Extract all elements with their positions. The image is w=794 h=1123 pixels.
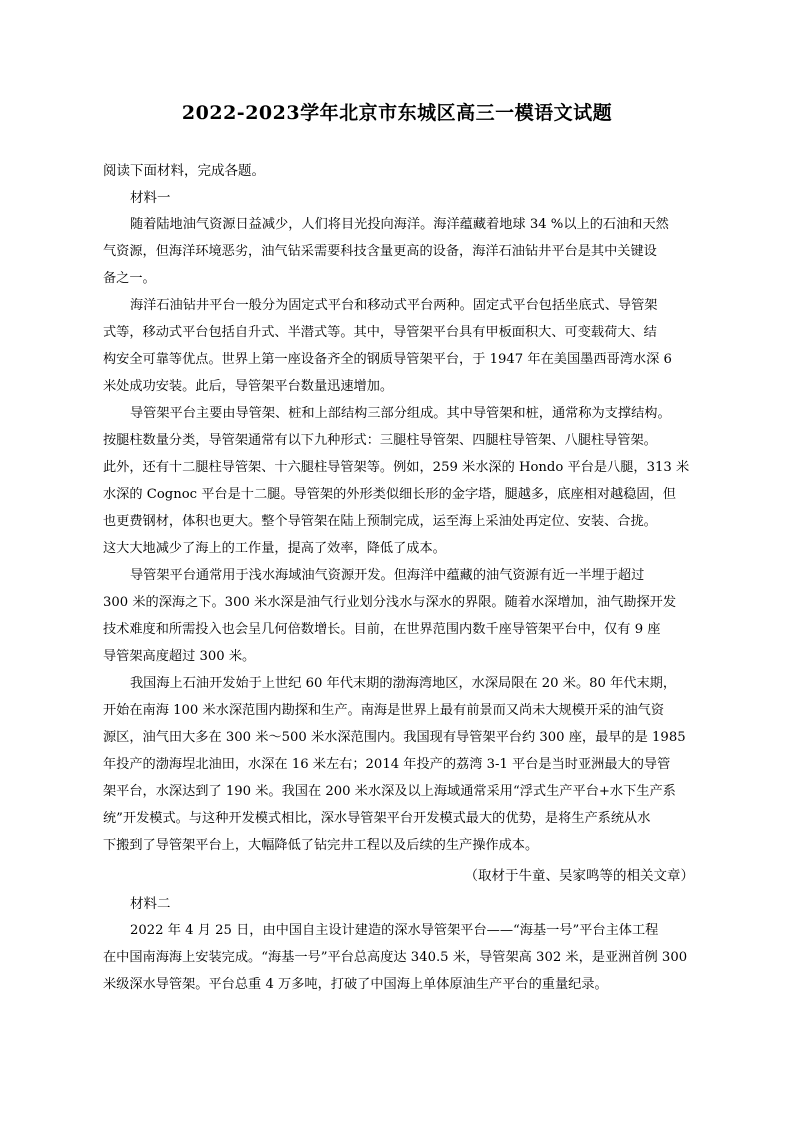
source-citation: （取材于牛童、吴家鸣等的相关文章）	[464, 868, 694, 884]
paragraph-line: 统”开发模式。与这种开发模式相比，深水导管架平台开发模式最大的优势，是将生产系统从水	[103, 811, 651, 826]
paragraph-line: 随着陆地油气资源日益减少，人们将目光投向海洋。海洋蕴藏着地球 34 %以上的石油和天然	[130, 217, 669, 232]
paragraph-line: 导管架平台主要由导管架、桩和上部结构三部分组成。其中导管架和桩，通常称为支撑结构。	[130, 406, 671, 421]
paragraph-line: 我国海上石油开发始于上世纪 60 年代末期的渤海湾地区，水深局限在 20 米。80 年代末期，	[130, 676, 677, 691]
paragraph-line: 也更费钢材，体积也更大。整个导管架在陆上预制完成，运至海上采油处再定位、安装、合拢。	[103, 514, 657, 529]
paragraph-line: 海洋石油钻井平台一般分为固定式平台和移动式平台两种。固定式平台包括坐底式、导管架	[130, 298, 658, 313]
material-2-heading: 材料二	[130, 896, 171, 912]
paragraph-line: 米级深水导管架。平台总重 4 万多吨，打破了中国海上单体原油生产平台的重量纪录。	[103, 977, 608, 992]
paragraph-line: 备之一。	[103, 271, 156, 286]
paragraph-line: 导管架平台通常用于浅水海域油气资源开发。但海洋中蕴藏的油气资源有近一半埋于超过	[130, 568, 645, 583]
paragraph-line: 下搬到了导管架平台上，大幅降低了钻完井工程以及后续的生产操作成本。	[103, 838, 539, 853]
paragraph-line: 导管架高度超过 300 米。	[103, 649, 256, 664]
paragraph-line: 300 米的深海之下。300 米水深是油气行业划分浅水与深水的界限。随着水深增加，油气勘探开发	[103, 595, 677, 610]
paragraph-line: 年投产的渤海埕北油田，水深在 16 米左右；2014 年投产的荔湾 3-1 平台是当时亚洲最大的导管	[103, 757, 671, 772]
paragraph-line: 这大大地减少了海上的工作量，提高了效率，降低了成本。	[103, 541, 446, 556]
paragraph-line: 技术难度和所需投入也会呈几何倍数增长。目前，在世界范围内数千座导管架平台中，仅有 9 座	[103, 622, 661, 637]
paragraph-line: 源区，油气田大多在 300 米～500 米水深范围内。我国现有导管架平台约 300 座，最早的是 1985	[103, 730, 686, 745]
paragraph-line: 式等，移动式平台包括自升式、半潜式等。其中，导管架平台具有甲板面积大、可变载荷大、结	[103, 325, 657, 340]
paragraph-line: 按腿柱数量分类，导管架通常有以下九种形式：三腿柱导管架、四腿柱导管架、八腿柱导管架。	[103, 433, 657, 448]
paragraph-line: 气资源，但海洋环境恶劣，油气钻采需要科技含量更高的设备，海洋石油钻井平台是其中关键设	[103, 244, 657, 259]
material-1-heading: 材料一	[130, 190, 171, 206]
paragraph-line: 开始在南海 100 米水深范围内勘探和生产。南海是世界上最有前景而又尚未大规模开采的油气资	[103, 703, 665, 718]
paragraph-line: 米处成功安装。此后，导管架平台数量迅速增加。	[103, 379, 394, 394]
paragraph-line: 水深的 Cognoc 平台是十二腿。导管架的外形类似细长形的金字塔，腿越多，底座相对越稳固，但	[103, 487, 676, 502]
page-title: 2022-2023学年北京市东城区高三一模语文试题	[181, 102, 613, 124]
paragraph-line: 2022 年 4 月 25 日，由中国自主设计建造的深水导管架平台——“海基一号”平台主体工程	[130, 923, 659, 938]
paragraph-line: 构安全可靠等优点。世界上第一座设备齐全的钢质导管架平台，于 1947 年在美国墨西哥湾水深 6	[103, 352, 672, 367]
paragraph-line: 架平台，水深达到了 190 米。我国在 200 米水深及以上海域通常采用“浮式生产平台+水下生产系	[103, 784, 676, 799]
paragraph-line: 此外，还有十二腿柱导管架、十六腿柱导管架等。例如，259 米水深的 Hondo 平台是八腿，313 米	[103, 460, 690, 475]
paragraph-line: 在中国南海海上安装完成。“海基一号”平台总高度达 340.5 米，导管架高 302 米，是亚洲首例 300	[103, 950, 688, 965]
instruction-text: 阅读下面材料，完成各题。	[103, 163, 265, 179]
